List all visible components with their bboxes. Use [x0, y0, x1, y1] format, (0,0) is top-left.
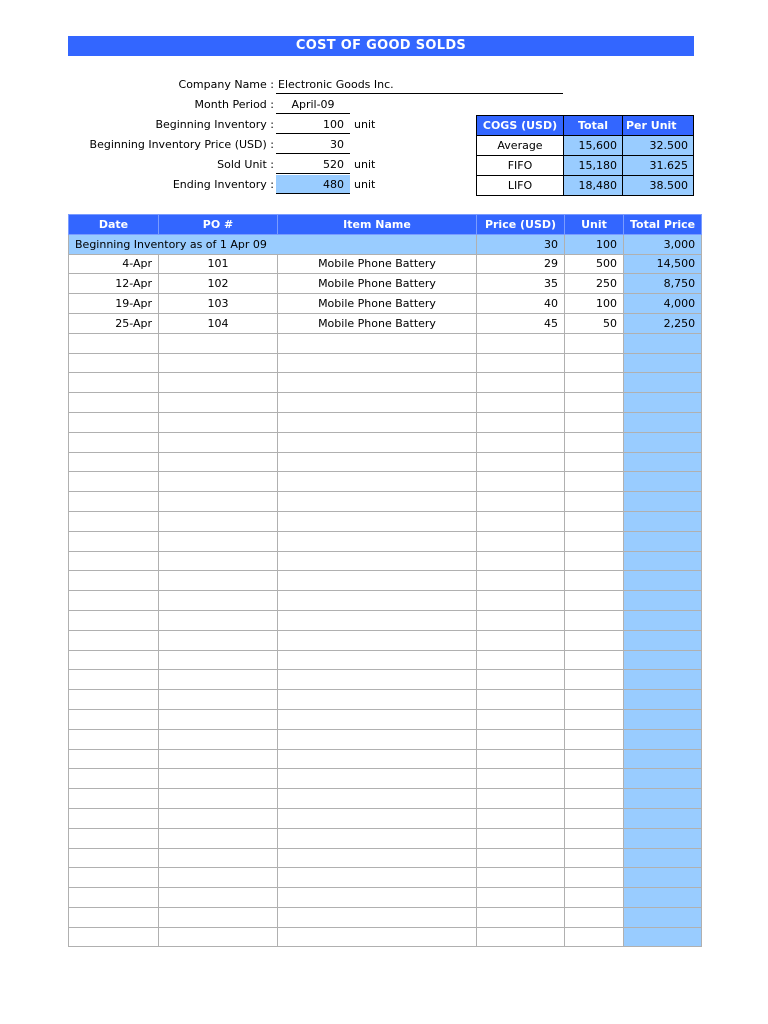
empty-table-row [69, 769, 702, 789]
period-label: Month Period : [194, 98, 274, 111]
empty-table-row [69, 650, 702, 670]
empty-table-row [69, 432, 702, 452]
price-cell[interactable] [477, 551, 565, 571]
total-price-cell: 4,000 [624, 294, 702, 314]
item-name-cell[interactable] [278, 868, 477, 888]
cogs-header-row [477, 116, 694, 136]
ending-inventory-value: 480 [276, 175, 350, 194]
date-cell[interactable] [69, 848, 159, 868]
date-cell[interactable] [69, 769, 159, 789]
empty-table-row [69, 531, 702, 551]
empty-table-row [69, 472, 702, 492]
total-price-cell [624, 630, 702, 650]
item-name-cell[interactable] [278, 769, 477, 789]
po-cell[interactable] [159, 888, 278, 908]
total-price-cell [624, 690, 702, 710]
item-name-cell[interactable] [278, 729, 477, 749]
price-cell[interactable] [477, 670, 565, 690]
po-cell[interactable] [159, 769, 278, 789]
total-price-cell [624, 907, 702, 927]
item-name-cell[interactable] [278, 412, 477, 432]
date-cell[interactable] [69, 571, 159, 591]
price-cell[interactable] [477, 472, 565, 492]
date-cell[interactable] [69, 828, 159, 848]
empty-table-row [69, 670, 702, 690]
empty-table-row [69, 709, 702, 729]
date-cell[interactable]: 19-Apr [69, 294, 159, 314]
price-cell[interactable] [477, 531, 565, 551]
po-cell[interactable] [159, 412, 278, 432]
beginning-inventory-table-row [69, 234, 702, 254]
total-price-cell [624, 393, 702, 413]
price-cell[interactable] [477, 432, 565, 452]
po-cell[interactable] [159, 729, 278, 749]
total-price-cell [624, 452, 702, 472]
beginning-price-field[interactable]: 30 [276, 135, 350, 154]
price-cell[interactable] [477, 452, 565, 472]
table-row [69, 254, 702, 274]
item-name-cell[interactable]: Mobile Phone Battery [278, 274, 477, 294]
price-cell: 30 [477, 234, 565, 254]
date-cell[interactable] [69, 729, 159, 749]
unit-cell[interactable] [565, 789, 624, 809]
header-total-price: Total Price [624, 215, 702, 235]
empty-table-row [69, 848, 702, 868]
header-price: Price (USD) [477, 215, 565, 235]
total-price-cell [624, 650, 702, 670]
po-cell[interactable] [159, 808, 278, 828]
price-cell[interactable] [477, 412, 565, 432]
unit-cell[interactable] [565, 531, 624, 551]
empty-table-row [69, 888, 702, 908]
date-cell[interactable] [69, 749, 159, 769]
total-price-cell [624, 789, 702, 809]
unit-cell[interactable] [565, 610, 624, 630]
unit-cell[interactable]: 250 [565, 274, 624, 294]
po-cell[interactable] [159, 630, 278, 650]
unit-cell[interactable] [565, 690, 624, 710]
item-name-cell[interactable] [278, 709, 477, 729]
date-cell[interactable] [69, 927, 159, 947]
unit-cell[interactable] [565, 670, 624, 690]
date-cell[interactable]: 4-Apr [69, 254, 159, 274]
item-name-cell[interactable] [278, 591, 477, 611]
ending-inventory-label: Ending Inventory : [172, 178, 274, 191]
item-name-cell[interactable] [278, 927, 477, 947]
unit-cell[interactable] [565, 472, 624, 492]
total-price-cell [624, 472, 702, 492]
total-price-cell [624, 888, 702, 908]
total-price-cell: 2,250 [624, 313, 702, 333]
price-cell[interactable] [477, 492, 565, 512]
total-price-cell: 8,750 [624, 274, 702, 294]
item-name-cell[interactable] [278, 650, 477, 670]
price-cell[interactable] [477, 729, 565, 749]
total-price-cell [624, 353, 702, 373]
empty-table-row [69, 333, 702, 353]
empty-table-row [69, 373, 702, 393]
unit-cell[interactable] [565, 591, 624, 611]
date-cell[interactable] [69, 492, 159, 512]
price-cell[interactable] [477, 848, 565, 868]
cogs-per-unit: 32.500 [623, 136, 694, 156]
company-label: Company Name : [178, 78, 274, 91]
total-price-cell [624, 412, 702, 432]
price-cell[interactable] [477, 888, 565, 908]
price-cell[interactable]: 40 [477, 294, 565, 314]
cogs-method: LIFO [477, 176, 564, 196]
table-header-row [69, 215, 702, 235]
date-cell[interactable] [69, 373, 159, 393]
unit-cell[interactable] [565, 511, 624, 531]
unit-cell[interactable] [565, 492, 624, 512]
po-cell[interactable] [159, 789, 278, 809]
po-cell[interactable] [159, 353, 278, 373]
total-price-cell [624, 848, 702, 868]
po-cell[interactable] [159, 591, 278, 611]
price-cell[interactable] [477, 333, 565, 353]
po-cell[interactable] [159, 749, 278, 769]
total-price-cell [624, 531, 702, 551]
beginning-inventory-cell: Beginning Inventory as of 1 Apr 09 [69, 234, 477, 254]
po-cell[interactable] [159, 551, 278, 571]
empty-table-row [69, 511, 702, 531]
date-cell[interactable] [69, 630, 159, 650]
total-price-cell [624, 769, 702, 789]
empty-table-row [69, 393, 702, 413]
total-price-cell [624, 591, 702, 611]
cogs-header-per-unit: Per Unit [623, 116, 694, 136]
date-cell[interactable] [69, 551, 159, 571]
po-cell[interactable]: 102 [159, 274, 278, 294]
item-name-cell[interactable] [278, 808, 477, 828]
po-cell[interactable] [159, 452, 278, 472]
cogs-header-method: COGS (USD) [477, 116, 564, 136]
unit-cell[interactable] [565, 650, 624, 670]
cogs-summary-table [476, 115, 694, 196]
price-cell[interactable] [477, 373, 565, 393]
unit-cell[interactable] [565, 808, 624, 828]
header-po: PO # [159, 215, 278, 235]
date-cell[interactable] [69, 709, 159, 729]
empty-table-row [69, 907, 702, 927]
po-cell[interactable] [159, 432, 278, 452]
date-cell[interactable] [69, 907, 159, 927]
empty-table-row [69, 591, 702, 611]
cogs-method: FIFO [477, 156, 564, 176]
item-name-cell[interactable] [278, 511, 477, 531]
total-price-cell [624, 927, 702, 947]
empty-table-row [69, 353, 702, 373]
empty-table-row [69, 927, 702, 947]
item-name-cell[interactable] [278, 492, 477, 512]
unit-cell[interactable] [565, 333, 624, 353]
price-cell[interactable] [477, 927, 565, 947]
po-cell[interactable] [159, 472, 278, 492]
po-cell[interactable] [159, 373, 278, 393]
unit-label: unit [354, 158, 376, 171]
po-cell[interactable] [159, 531, 278, 551]
po-cell[interactable] [159, 571, 278, 591]
unit-cell[interactable] [565, 868, 624, 888]
total-price-cell [624, 868, 702, 888]
unit-cell[interactable] [565, 927, 624, 947]
item-name-cell[interactable] [278, 907, 477, 927]
item-name-cell[interactable] [278, 333, 477, 353]
cogs-row-fifo [477, 156, 694, 176]
po-cell[interactable] [159, 927, 278, 947]
price-cell[interactable] [477, 709, 565, 729]
unit-cell[interactable] [565, 769, 624, 789]
table-row [69, 294, 702, 314]
total-price-cell [624, 709, 702, 729]
date-cell[interactable] [69, 888, 159, 908]
price-cell[interactable]: 29 [477, 254, 565, 274]
cogs-row-lifo [477, 176, 694, 196]
beginning-price-label: Beginning Inventory Price (USD) : [89, 138, 274, 151]
price-cell[interactable] [477, 650, 565, 670]
unit-cell[interactable] [565, 353, 624, 373]
date-cell[interactable] [69, 591, 159, 611]
po-cell[interactable] [159, 333, 278, 353]
date-cell[interactable] [69, 808, 159, 828]
unit-cell[interactable] [565, 907, 624, 927]
po-cell[interactable] [159, 868, 278, 888]
total-price-cell [624, 373, 702, 393]
total-price-cell [624, 610, 702, 630]
company-field[interactable]: Electronic Goods Inc. [276, 75, 563, 94]
po-cell[interactable] [159, 492, 278, 512]
po-cell[interactable] [159, 828, 278, 848]
total-price-cell [624, 492, 702, 512]
date-cell[interactable]: 12-Apr [69, 274, 159, 294]
date-cell[interactable] [69, 353, 159, 373]
date-cell[interactable]: 25-Apr [69, 313, 159, 333]
cogs-per-unit: 31.625 [623, 156, 694, 176]
item-name-cell[interactable] [278, 472, 477, 492]
date-cell[interactable] [69, 670, 159, 690]
date-cell[interactable] [69, 432, 159, 452]
po-cell[interactable]: 103 [159, 294, 278, 314]
total-price-cell [624, 571, 702, 591]
table-row [69, 313, 702, 333]
item-name-cell[interactable] [278, 393, 477, 413]
unit-cell: 100 [565, 234, 624, 254]
header-date: Date [69, 215, 159, 235]
unit-cell[interactable] [565, 709, 624, 729]
price-cell[interactable] [477, 353, 565, 373]
price-cell[interactable] [477, 907, 565, 927]
cogs-per-unit: 38.500 [623, 176, 694, 196]
item-name-cell[interactable] [278, 432, 477, 452]
date-cell[interactable] [69, 412, 159, 432]
total-price-cell [624, 808, 702, 828]
po-cell[interactable] [159, 709, 278, 729]
price-cell[interactable] [477, 610, 565, 630]
sold-unit-label: Sold Unit : [217, 158, 274, 171]
unit-cell[interactable] [565, 373, 624, 393]
price-cell[interactable]: 35 [477, 274, 565, 294]
page-title: COST OF GOOD SOLDS [68, 36, 694, 56]
po-cell[interactable] [159, 610, 278, 630]
period-field[interactable]: April-09 [276, 95, 350, 114]
cogs-header-total: Total [564, 116, 623, 136]
price-cell[interactable] [477, 789, 565, 809]
purchases-table [68, 214, 702, 947]
item-name-cell[interactable] [278, 373, 477, 393]
total-price-cell [624, 551, 702, 571]
empty-table-row [69, 571, 702, 591]
item-name-cell[interactable] [278, 551, 477, 571]
price-cell[interactable] [477, 828, 565, 848]
po-cell[interactable]: 101 [159, 254, 278, 274]
total-price-cell [624, 432, 702, 452]
po-cell[interactable] [159, 511, 278, 531]
empty-table-row [69, 789, 702, 809]
empty-table-row [69, 868, 702, 888]
empty-table-row [69, 729, 702, 749]
date-cell[interactable] [69, 333, 159, 353]
empty-table-row [69, 808, 702, 828]
po-cell[interactable] [159, 650, 278, 670]
unit-cell[interactable] [565, 551, 624, 571]
item-name-cell[interactable] [278, 670, 477, 690]
price-cell[interactable] [477, 808, 565, 828]
empty-table-row [69, 452, 702, 472]
total-price-cell [624, 333, 702, 353]
item-name-cell[interactable]: Mobile Phone Battery [278, 313, 477, 333]
total-price-cell [624, 749, 702, 769]
unit-cell[interactable] [565, 412, 624, 432]
price-cell[interactable] [477, 690, 565, 710]
item-name-cell[interactable] [278, 749, 477, 769]
item-name-cell[interactable] [278, 888, 477, 908]
cogs-total: 15,180 [564, 156, 623, 176]
unit-cell[interactable] [565, 452, 624, 472]
unit-cell[interactable] [565, 393, 624, 413]
unit-cell[interactable] [565, 828, 624, 848]
total-price-cell [624, 670, 702, 690]
po-cell[interactable] [159, 690, 278, 710]
cogs-total: 18,480 [564, 176, 623, 196]
price-cell[interactable] [477, 630, 565, 650]
date-cell[interactable] [69, 472, 159, 492]
table-row [69, 274, 702, 294]
po-cell[interactable] [159, 393, 278, 413]
date-cell[interactable] [69, 511, 159, 531]
unit-cell[interactable] [565, 888, 624, 908]
item-name-cell[interactable] [278, 353, 477, 373]
total-price-cell [624, 511, 702, 531]
total-price-cell [624, 729, 702, 749]
price-cell[interactable] [477, 511, 565, 531]
empty-table-row [69, 690, 702, 710]
unit-cell[interactable]: 100 [565, 294, 624, 314]
price-cell[interactable] [477, 571, 565, 591]
unit-cell[interactable] [565, 848, 624, 868]
po-cell[interactable] [159, 848, 278, 868]
item-name-cell[interactable] [278, 630, 477, 650]
beginning-inventory-field[interactable]: 100 [276, 115, 350, 134]
price-cell[interactable] [477, 393, 565, 413]
unit-cell[interactable] [565, 630, 624, 650]
date-cell[interactable] [69, 868, 159, 888]
header-item-name: Item Name [278, 215, 477, 235]
empty-table-row [69, 551, 702, 571]
po-cell[interactable]: 104 [159, 313, 278, 333]
item-name-cell[interactable] [278, 848, 477, 868]
unit-cell[interactable]: 500 [565, 254, 624, 274]
date-cell[interactable] [69, 393, 159, 413]
item-name-cell[interactable] [278, 452, 477, 472]
cogs-row-average [477, 136, 694, 156]
empty-table-row [69, 749, 702, 769]
price-cell[interactable] [477, 868, 565, 888]
total-price-cell: 14,500 [624, 254, 702, 274]
date-cell[interactable] [69, 690, 159, 710]
unit-label: unit [354, 118, 376, 131]
unit-cell[interactable] [565, 729, 624, 749]
total-price-cell [624, 828, 702, 848]
total-price-cell: 3,000 [624, 234, 702, 254]
item-name-cell[interactable]: Mobile Phone Battery [278, 294, 477, 314]
cogs-method: Average [477, 136, 564, 156]
header-unit: Unit [565, 215, 624, 235]
date-cell[interactable] [69, 610, 159, 630]
item-name-cell[interactable]: Mobile Phone Battery [278, 254, 477, 274]
unit-cell[interactable]: 50 [565, 313, 624, 333]
item-name-cell[interactable] [278, 531, 477, 551]
price-cell[interactable] [477, 769, 565, 789]
unit-cell[interactable] [565, 571, 624, 591]
po-cell[interactable] [159, 907, 278, 927]
item-name-cell[interactable] [278, 828, 477, 848]
sold-unit-field[interactable]: 520 [276, 155, 350, 174]
item-name-cell[interactable] [278, 789, 477, 809]
empty-table-row [69, 630, 702, 650]
beginning-inventory-label: Beginning Inventory : [155, 118, 274, 131]
unit-label: unit [354, 178, 376, 191]
empty-table-row [69, 610, 702, 630]
po-cell[interactable] [159, 670, 278, 690]
date-cell[interactable] [69, 531, 159, 551]
price-cell[interactable] [477, 591, 565, 611]
price-cell[interactable]: 45 [477, 313, 565, 333]
cogs-total: 15,600 [564, 136, 623, 156]
price-cell[interactable] [477, 749, 565, 769]
date-cell[interactable] [69, 650, 159, 670]
empty-table-row [69, 828, 702, 848]
date-cell[interactable] [69, 452, 159, 472]
item-name-cell[interactable] [278, 690, 477, 710]
unit-cell[interactable] [565, 432, 624, 452]
empty-table-row [69, 492, 702, 512]
item-name-cell[interactable] [278, 571, 477, 591]
item-name-cell[interactable] [278, 610, 477, 630]
empty-table-row [69, 412, 702, 432]
date-cell[interactable] [69, 789, 159, 809]
unit-cell[interactable] [565, 749, 624, 769]
